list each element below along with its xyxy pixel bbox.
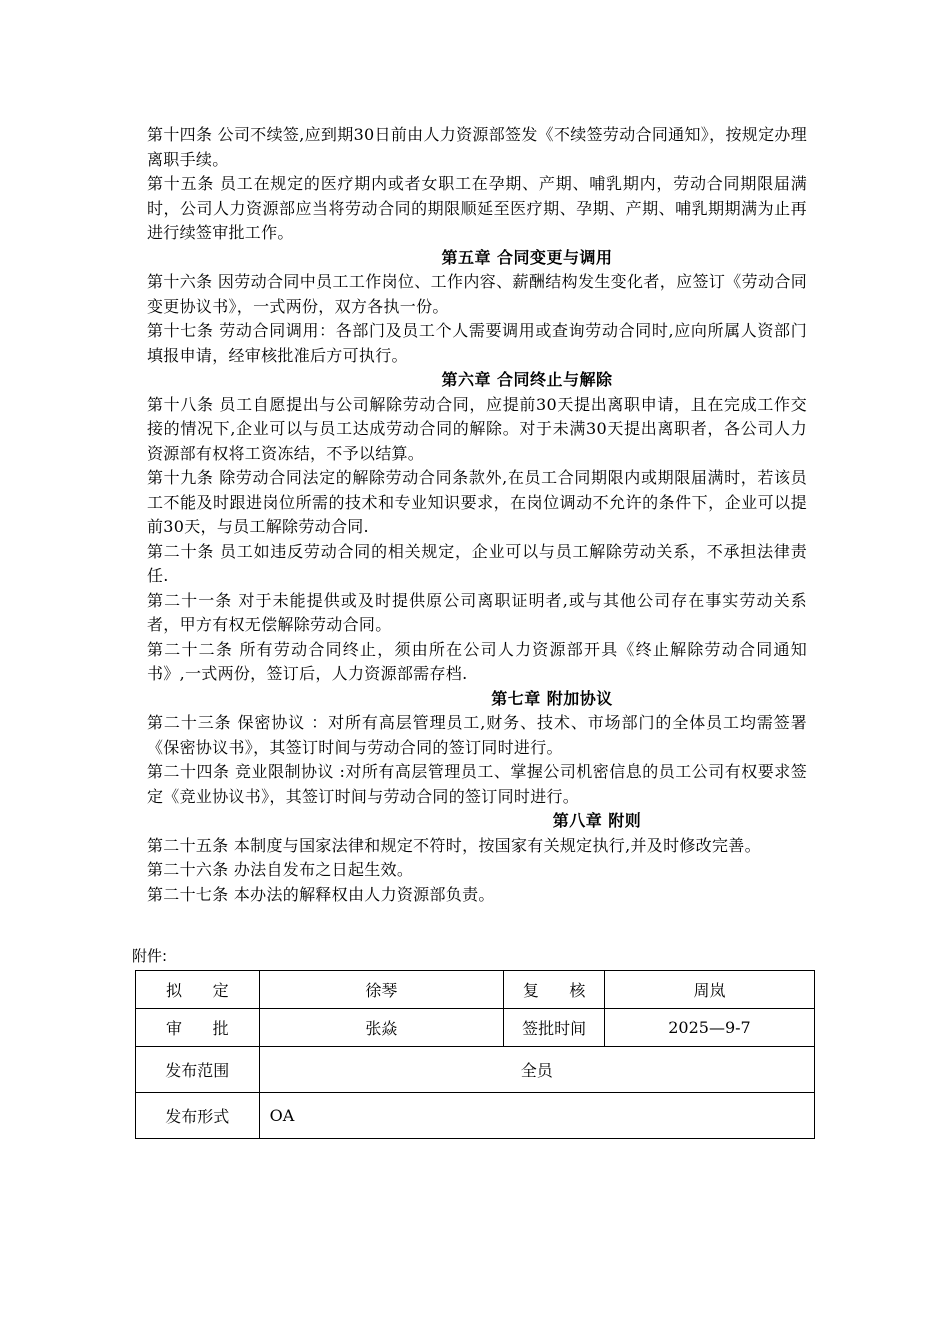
approver-label: 审 批 bbox=[136, 1009, 260, 1047]
article-14: 第十四条 公司不续签,应到期30日前由人力资源部签发《不续签劳动合同通知》，按规定办理离职手续。 bbox=[147, 125, 807, 169]
chapter-5-heading: 第五章 合同变更与调用 bbox=[441, 247, 613, 267]
table-row bbox=[136, 1009, 815, 1047]
table-row bbox=[136, 1093, 815, 1139]
reviewer-value: 周岚 bbox=[605, 971, 815, 1009]
drafter-value: 徐琴 bbox=[259, 971, 504, 1009]
form-label: 发布形式 bbox=[136, 1093, 260, 1139]
scope-value: 全员 bbox=[259, 1047, 814, 1093]
approval-time-label: 签批时间 bbox=[504, 1009, 605, 1047]
article-16: 第十六条 因劳动合同中员工工作岗位、工作内容、薪酬结构发生变化者，应签订《劳动合同变更协议书》，一式两份，双方各执一份。 bbox=[147, 272, 807, 316]
article-15: 第十五条 员工在规定的医疗期内或者女职工在孕期、产期、哺乳期内，劳动合同期限届满时，公司人力资源部应当将劳动合同的期限顺延至医疗期、孕期、产期、哺乳期期满为止再进行续签审批工作。 bbox=[147, 174, 807, 242]
chapter-7-heading: 第七章 附加协议 bbox=[491, 688, 613, 708]
table-row bbox=[136, 971, 815, 1009]
article-20: 第二十条 员工如违反劳动合同的相关规定，企业可以与员工解除劳动关系，不承担法律责任. bbox=[147, 541, 807, 585]
article-27: 第二十七条 本办法的解释权由人力资源部负责。 bbox=[147, 884, 495, 904]
reviewer-label: 复 核 bbox=[504, 971, 605, 1009]
article-26: 第二十六条 办法自发布之日起生效。 bbox=[147, 860, 414, 879]
article-21: 第二十一条 对于未能提供或及时提供原公司离职证明者,或与其他公司存在事实劳动关系者，甲方有权无偿解除劳动合同。 bbox=[147, 590, 807, 634]
article-18: 第十八条 员工自愿提出与公司解除劳动合同，应提前30天提出离职申请，且在完成工作交接的情况下,企业可以与员工达成劳动合同的解除。对于未满30天提出离职者，各公司人力资源部有权将工资冻结，不予以结算。 bbox=[147, 394, 807, 463]
form-value: OA bbox=[259, 1093, 814, 1139]
approval-table bbox=[135, 970, 815, 1139]
article-22: 第二十二条 所有劳动合同终止，须由所在公司人力资源部开具《终止解除劳动合同通知书》,一式两份，签订后，人力资源部需存档. bbox=[147, 639, 807, 683]
scope-label: 发布范围 bbox=[136, 1047, 260, 1093]
drafter-label: 拟 定 bbox=[136, 971, 260, 1009]
article-25: 第二十五条 本制度与国家法律和规定不符时，按国家有关规定执行,并及时修改完善。 bbox=[147, 835, 761, 855]
article-17: 第十七条 劳动合同调用：各部门及员工个人需要调用或查询劳动合同时,应向所属人资部门填报申请，经审核批准后方可执行。 bbox=[147, 321, 807, 365]
approver-value: 张焱 bbox=[259, 1009, 504, 1047]
article-23: 第二十三条 保密协议 ：对所有高层管理员工,财务、技术、市场部门的全体员工均需签署《保密协议书》，其签订时间与劳动合同的签订同时进行。 bbox=[147, 713, 807, 757]
attachment-label: 附件: bbox=[132, 947, 168, 965]
article-24: 第二十四条 竞业限制协议 :对所有高层管理员工、掌握公司机密信息的员工公司有权要求签定《竞业协议书》，其签订时间与劳动合同的签订同时进行。 bbox=[147, 762, 807, 806]
chapter-6-heading: 第六章 合同终止与解除 bbox=[441, 370, 613, 389]
table-row bbox=[136, 1047, 815, 1093]
approval-time-value: 2025—9-7 bbox=[605, 1009, 815, 1047]
document-body bbox=[147, 123, 807, 907]
article-19: 第十九条 除劳动合同法定的解除劳动合同条款外,在员工合同期限内或期限届满时，若该员工不能及时跟进岗位所需的技术和专业知识要求，在岗位调动不允许的条件下，企业可以提前30天，与员工解除劳动合同. bbox=[147, 468, 807, 536]
chapter-8-heading: 第八章 附则 bbox=[552, 811, 642, 830]
